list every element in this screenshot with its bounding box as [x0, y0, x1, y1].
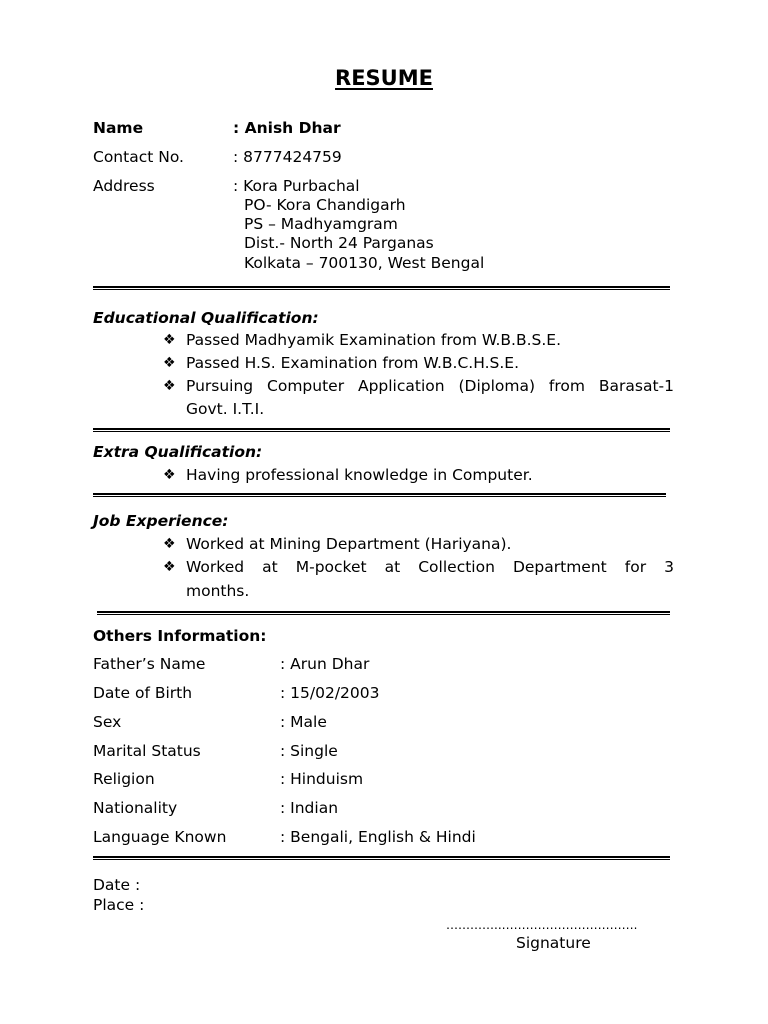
diamond-bullet-icon: ❖: [163, 378, 176, 394]
info-value: : Male: [280, 713, 327, 731]
info-label: Father’s Name: [93, 655, 206, 673]
info-label: Language Known: [93, 828, 227, 846]
section-divider: [97, 611, 670, 615]
education-heading: Educational Qualification:: [93, 309, 319, 327]
info-label: Date of Birth: [93, 684, 193, 702]
address-label: Address: [93, 177, 155, 195]
diamond-bullet-icon: ❖: [163, 536, 176, 552]
place-label: Place :: [93, 896, 145, 914]
date-label: Date :: [93, 876, 141, 894]
section-divider: [93, 286, 670, 290]
diamond-bullet-icon: ❖: [163, 467, 176, 483]
info-value: : Single: [280, 742, 338, 760]
education-item-2: Passed H.S. Examination from W.B.C.H.S.E.: [186, 354, 519, 372]
experience-heading: Job Experience:: [93, 512, 229, 530]
info-label: Nationality: [93, 799, 178, 817]
contact-label: Contact No.: [93, 148, 184, 166]
diamond-bullet-icon: ❖: [163, 332, 176, 348]
section-divider: [93, 493, 666, 497]
info-label: Religion: [93, 770, 155, 788]
diamond-bullet-icon: ❖: [163, 559, 176, 575]
signature-label: Signature: [516, 934, 591, 952]
info-label: Marital Status: [93, 742, 201, 760]
experience-item-2: Worked at M-pocket at Collection Department for 3: [186, 558, 674, 576]
name-value: : Anish Dhar: [233, 119, 341, 137]
education-item-1: Passed Madhyamik Examination from W.B.B.S.E.: [186, 331, 562, 349]
address-line-1: : Kora Purbachal: [233, 177, 360, 195]
experience-item-2-continuation: months.: [186, 582, 250, 600]
address-line-4: Dist.- North 24 Parganas: [244, 234, 434, 252]
address-line-5: Kolkata – 700130, West Bengal: [244, 254, 485, 272]
address-line-3: PS – Madhyamgram: [244, 215, 398, 233]
education-item-3-continuation: Govt. I.T.I.: [186, 400, 265, 418]
extra-heading: Extra Qualification:: [93, 443, 263, 461]
address-line-2: PO- Kora Chandigarh: [244, 196, 406, 214]
contact-value: : 8777424759: [233, 148, 342, 166]
extra-item-1: Having professional knowledge in Computer.: [186, 466, 533, 484]
section-divider: [93, 428, 670, 432]
info-value: : Bengali, English & Hindi: [280, 828, 476, 846]
section-divider: [93, 856, 670, 860]
info-label: Sex: [93, 713, 122, 731]
info-value: : Hinduism: [280, 770, 364, 788]
experience-item-1: Worked at Mining Department (Hariyana).: [186, 535, 512, 553]
page-title: RESUME: [335, 66, 433, 90]
info-value: : 15/02/2003: [280, 684, 380, 702]
signature-line: …………..…………………………….: [446, 918, 638, 932]
education-item-3: Pursuing Computer Application (Diploma) from Barasat-1: [186, 377, 674, 395]
diamond-bullet-icon: ❖: [163, 355, 176, 371]
name-label: Name: [93, 119, 144, 137]
others-heading: Others Information:: [93, 627, 267, 645]
info-value: : Arun Dhar: [280, 655, 370, 673]
info-value: : Indian: [280, 799, 339, 817]
